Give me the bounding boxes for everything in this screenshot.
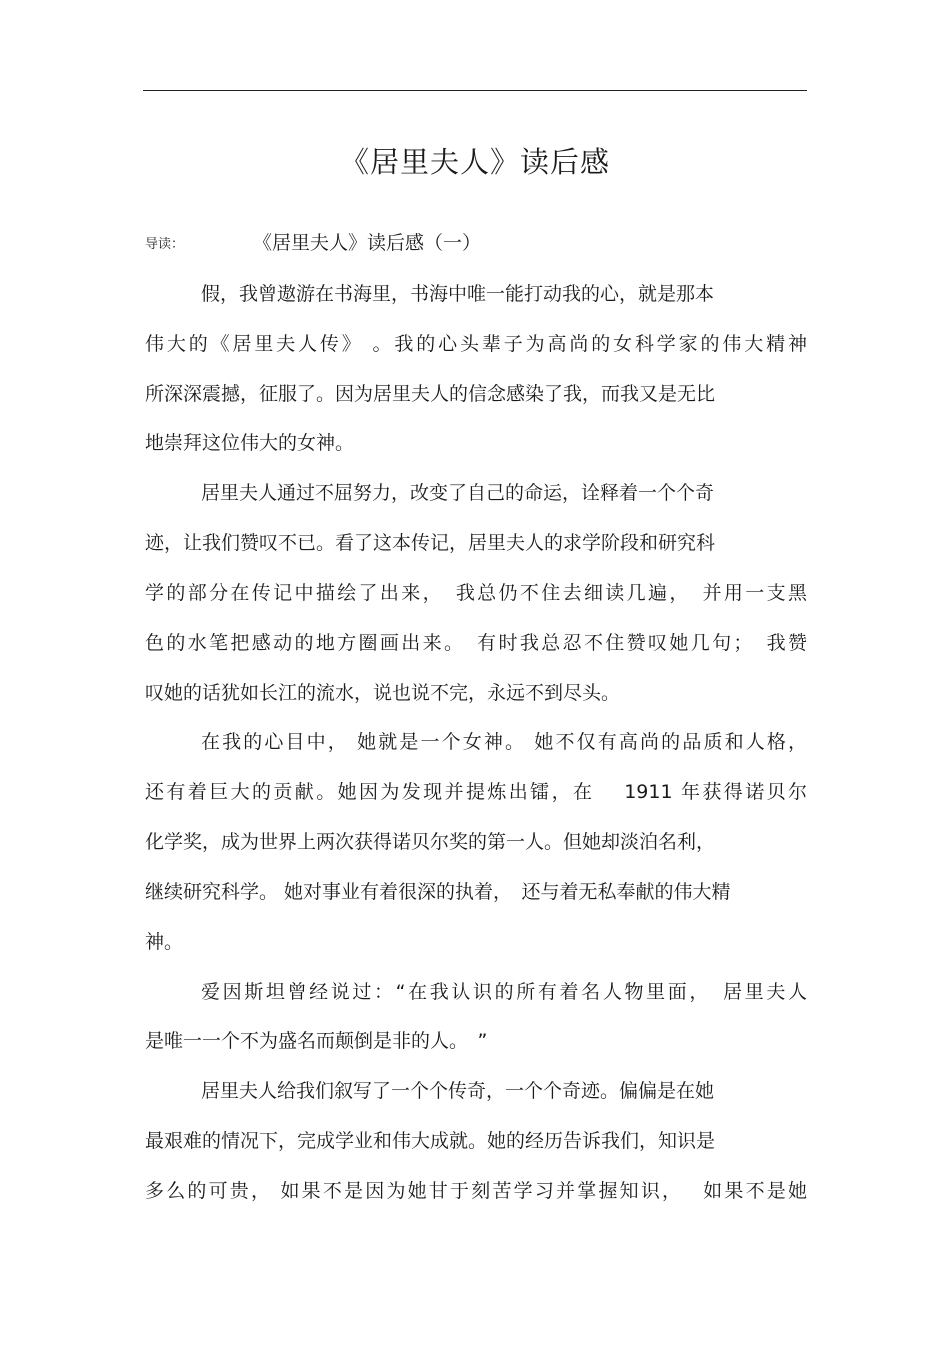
text-line: 化学奖，成为世界上两次获得诺贝尔奖的第一人。但她却淡泊名利， xyxy=(145,831,716,853)
text-line: 最艰难的情况下，完成学业和伟大成就。她的经历告诉我们，知识是 xyxy=(145,1130,716,1152)
text-line: 色的水笔把感动的地方圈画出来。 有时我总忍不住赞叹她几句； 我赞 xyxy=(145,632,807,654)
text-line: 迹，让我们赞叹不已。看了这本传记，居里夫人的求学阶段和研究科 xyxy=(145,532,716,554)
text-line: 地崇拜这位伟大的女神。 xyxy=(145,432,355,454)
text-line: 还有着巨大的贡献。她因为发现并提炼出镭，在 1911 年获得诺贝尔 xyxy=(145,781,807,803)
text-line: 爱因斯坦曾经说过：“在我认识的所有着名人物里面， 居里夫人 xyxy=(201,981,807,1003)
text-line: 居里夫人通过不屈努力，改变了自己的命运，诠释着一个个奇 xyxy=(201,482,715,504)
text-line: 多么的可贵， 如果不是因为她甘于刻苦学习并掌握知识， 如果不是她 xyxy=(145,1180,807,1202)
document-title: 《居里夫人》读后感 xyxy=(339,145,610,179)
intro-subtitle: 《居里夫人》读后感（一） xyxy=(253,232,482,254)
text-line: 假，我曾遨游在书海里，书海中唯一能打动我的心，就是那本 xyxy=(201,283,715,305)
text-line: 所深深震撼，征服了。因为居里夫人的信念感染了我，而我又是无比 xyxy=(145,383,716,405)
text-line: 神。 xyxy=(145,931,184,953)
text-line: 学的部分在传记中描绘了出来， 我总仍不住去细读几遍， 并用一支黑 xyxy=(145,582,807,604)
header-rule xyxy=(143,90,807,91)
text-line: 继续研究科学。 她对事业有着很深的执着， 还与着无私奉献的伟大精 xyxy=(145,881,731,903)
text-line: 伟大的《居里夫人传》 。我的心头辈子为高尚的女科学家的伟大精神 xyxy=(145,333,807,355)
text-line: 在我的心目中， 她就是一个女神。 她不仅有高尚的品质和人格， xyxy=(201,731,807,753)
text-line: 居里夫人给我们叙写了一个个传奇，一个个奇迹。偏偏是在她 xyxy=(201,1080,715,1102)
text-line: 叹她的话犹如长江的流水，说也说不完，永远不到尽头。 xyxy=(145,682,621,704)
text-line: 是唯一一个不为盛名而颠倒是非的人。 ” xyxy=(145,1030,488,1052)
intro-label: 导读： xyxy=(145,237,185,252)
